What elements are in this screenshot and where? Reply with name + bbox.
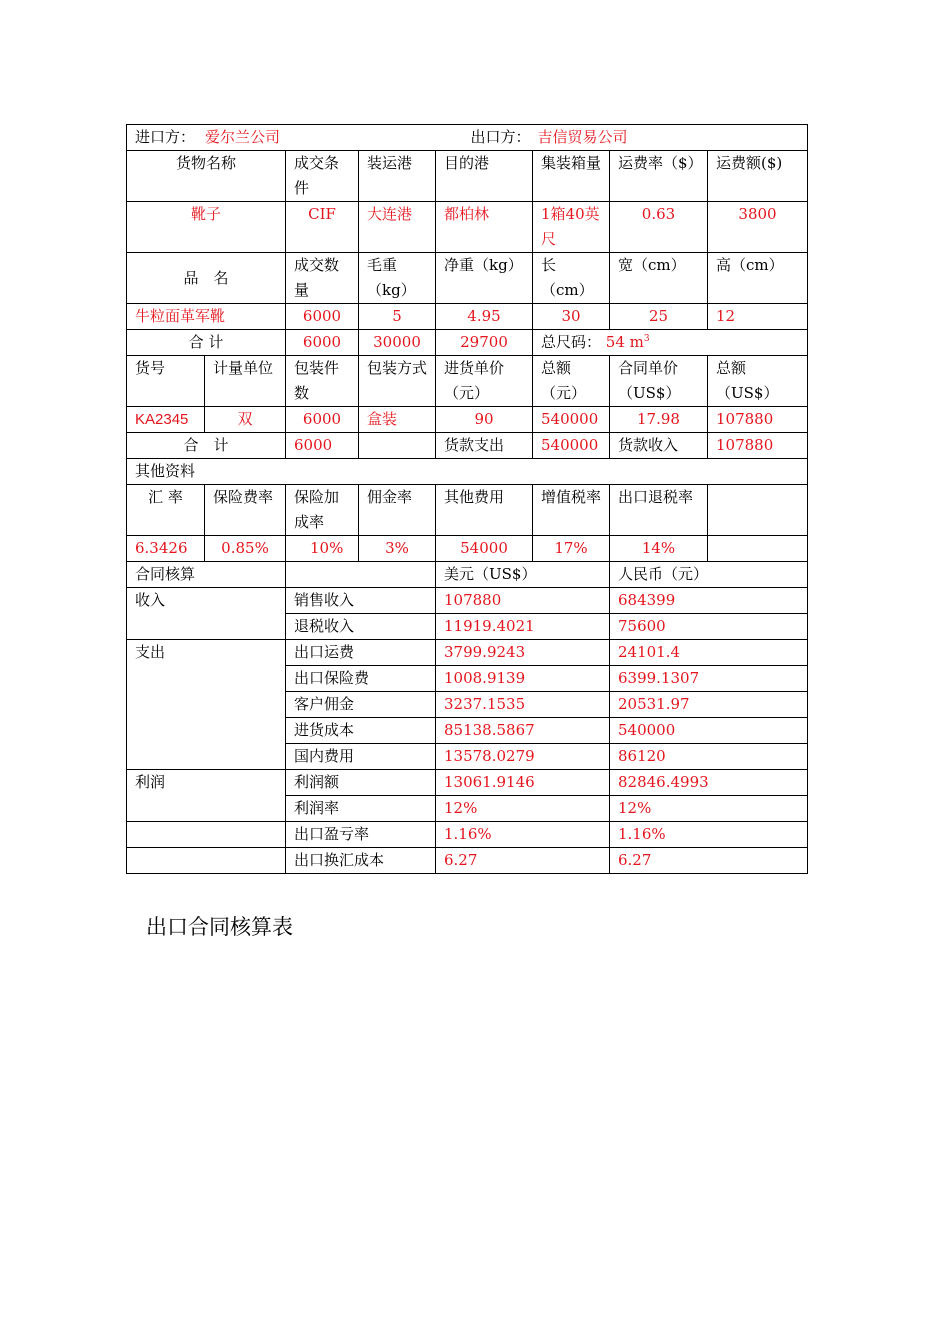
accounting-row (127, 640, 808, 666)
accounting-usd: 1.16% (436, 822, 610, 848)
product-header-cell: 净重（kg） (436, 253, 533, 304)
shipping-value-cell: 都柏林 (436, 202, 533, 253)
rates-value-cell: 54000 (436, 536, 533, 562)
accounting-group-label: 收入 (127, 588, 286, 640)
rates-header-row (127, 485, 808, 536)
shipping-header-cell: 目的港 (436, 151, 533, 202)
accounting-rmb: 82846.4993 (610, 770, 808, 796)
shipping-header-row (127, 151, 808, 202)
accounting-rmb: 6.27 (610, 848, 808, 874)
shipping-value-cell: CIF (286, 202, 359, 253)
product-header-row (127, 253, 808, 304)
rates-value-cell: 10% (286, 536, 359, 562)
shipping-header-cell: 成交条件 (286, 151, 359, 202)
goods-header-cell: 包装件数 (286, 356, 359, 407)
accounting-rmb: 20531.97 (610, 692, 808, 718)
goods-total-qty: 6000 (286, 433, 359, 459)
accounting-item: 销售收入 (286, 588, 436, 614)
goods-value-row (127, 407, 808, 433)
accounting-row (127, 848, 808, 874)
goods-value-cell: 6000 (286, 407, 359, 433)
product-value-cell: 6000 (286, 304, 359, 330)
product-total-row (127, 330, 808, 356)
rates-header-cell: 佣金率 (359, 485, 436, 536)
goods-value-cell: 双 (205, 407, 286, 433)
accounting-rmb: 1.16% (610, 822, 808, 848)
accounting-usd: 107880 (436, 588, 610, 614)
accounting-usd: 12% (436, 796, 610, 822)
accounting-usd: 1008.9139 (436, 666, 610, 692)
shipping-value-row (127, 202, 808, 253)
goods-header-cell: 合同单价（US$） (610, 356, 708, 407)
goods-header-cell: 总额（元） (533, 356, 610, 407)
exporter-name: 吉信贸易公司 (537, 128, 628, 146)
product-header-cell: 成交数量 (286, 253, 359, 304)
goods-expense-value: 540000 (533, 433, 610, 459)
goods-value-cell: 540000 (533, 407, 610, 433)
product-total-volume (533, 330, 808, 356)
goods-value-cell: KA2345 (127, 407, 205, 433)
accounting-rmb: 12% (610, 796, 808, 822)
shipping-value-cell: 靴子 (127, 202, 286, 253)
other-info-label: 其他资料 (127, 459, 808, 485)
rates-header-cell: 保险加成率 (286, 485, 359, 536)
goods-expense-label: 货款支出 (436, 433, 533, 459)
goods-header-row (127, 356, 808, 407)
shipping-value-cell: 大连港 (359, 202, 436, 253)
importer-name: 爱尔兰公司 (205, 128, 281, 146)
accounting-usd: 13578.0279 (436, 744, 610, 770)
accounting-rmb: 86120 (610, 744, 808, 770)
rates-header-cell: 其他费用 (436, 485, 533, 536)
goods-value-cell: 17.98 (610, 407, 708, 433)
accounting-rmb: 540000 (610, 718, 808, 744)
goods-header-cell: 计量单位 (205, 356, 286, 407)
rates-value-cell: 3% (359, 536, 436, 562)
accounting-item: 利润率 (286, 796, 436, 822)
shipping-header-cell: 货物名称 (127, 151, 286, 202)
shipping-value-cell: 3800 (708, 202, 808, 253)
goods-total-label: 合 计 (127, 433, 286, 459)
document-title: 出口合同核算表 (146, 915, 293, 939)
product-total-net: 29700 (436, 330, 533, 356)
accounting-rmb: 75600 (610, 614, 808, 640)
product-total-label: 合 计 (127, 330, 286, 356)
accounting-item: 利润额 (286, 770, 436, 796)
goods-header-cell: 货号 (127, 356, 205, 407)
usd-column-header: 美元（US$） (436, 562, 610, 588)
other-info-row (127, 459, 808, 485)
product-header-cell: 毛重（kg） (359, 253, 436, 304)
rates-value-cell: 14% (610, 536, 708, 562)
product-total-qty: 6000 (286, 330, 359, 356)
rates-header-cell: 出口退税率 (610, 485, 708, 536)
accounting-rmb: 24101.4 (610, 640, 808, 666)
accounting-item: 出口保险费 (286, 666, 436, 692)
product-header-cell: 品 名 (127, 253, 286, 304)
product-header-cell: 长（cm） (533, 253, 610, 304)
accounting-row (127, 822, 808, 848)
goods-value-cell: 90 (436, 407, 533, 433)
volume-unit-superscript: 3 (643, 334, 650, 344)
goods-value-cell: 107880 (708, 407, 808, 433)
volume-label: 总尺码： (541, 333, 602, 351)
rates-value-cell: 6.3426 (127, 536, 205, 562)
rates-header-cell: 增值税率 (533, 485, 610, 536)
goods-value-cell: 盒装 (359, 407, 436, 433)
accounting-usd: 85138.5867 (436, 718, 610, 744)
volume-value: 54 m (605, 333, 644, 351)
goods-header-cell: 包装方式 (359, 356, 436, 407)
accounting-usd: 3799.9243 (436, 640, 610, 666)
rates-header-cell: 保险费率 (205, 485, 286, 536)
accounting-item: 退税收入 (286, 614, 436, 640)
product-header-cell: 宽（cm） (610, 253, 708, 304)
product-value-row (127, 304, 808, 330)
rates-value-cell: 0.85% (205, 536, 286, 562)
shipping-value-cell: 0.63 (610, 202, 708, 253)
goods-total-row (127, 433, 808, 459)
accounting-group-label: 利润 (127, 770, 286, 822)
parties-row (127, 125, 808, 151)
accounting-usd: 11919.4021 (436, 614, 610, 640)
goods-income-value: 107880 (708, 433, 808, 459)
accounting-row (127, 588, 808, 614)
contract-accounting-table (126, 124, 808, 874)
accounting-item: 出口盈亏率 (286, 822, 436, 848)
rates-value-row (127, 536, 808, 562)
accounting-group-label: 支出 (127, 640, 286, 770)
product-header-cell: 高（cm） (708, 253, 808, 304)
product-value-cell: 4.95 (436, 304, 533, 330)
shipping-value-cell: 1箱40英尺 (533, 202, 610, 253)
shipping-header-cell: 集装箱量 (533, 151, 610, 202)
exporter-label: 出口方： (470, 128, 531, 146)
accounting-usd: 13061.9146 (436, 770, 610, 796)
product-value-cell: 30 (533, 304, 610, 330)
accounting-rmb: 6399.1307 (610, 666, 808, 692)
accounting-title: 合同核算 (127, 562, 286, 588)
goods-header-cell: 进货单价（元） (436, 356, 533, 407)
rmb-column-header: 人民币（元） (610, 562, 808, 588)
rates-header-cell: 汇 率 (127, 485, 205, 536)
product-value-cell: 牛粒面革军靴 (127, 304, 286, 330)
product-value-cell: 25 (610, 304, 708, 330)
accounting-usd: 3237.1535 (436, 692, 610, 718)
product-total-gross: 30000 (359, 330, 436, 356)
shipping-header-cell: 运费率（$） (610, 151, 708, 202)
product-value-cell: 12 (708, 304, 808, 330)
accounting-header-row (127, 562, 808, 588)
accounting-item: 国内费用 (286, 744, 436, 770)
importer-label: 进口方： (135, 128, 196, 146)
accounting-row (127, 770, 808, 796)
goods-income-label: 货款收入 (610, 433, 708, 459)
shipping-header-cell: 装运港 (359, 151, 436, 202)
accounting-item: 出口运费 (286, 640, 436, 666)
shipping-header-cell: 运费额($) (708, 151, 808, 202)
accounting-rmb: 684399 (610, 588, 808, 614)
accounting-item: 客户佣金 (286, 692, 436, 718)
accounting-item: 出口换汇成本 (286, 848, 436, 874)
rates-value-cell: 17% (533, 536, 610, 562)
accounting-usd: 6.27 (436, 848, 610, 874)
product-value-cell: 5 (359, 304, 436, 330)
goods-header-cell: 总额（US$） (708, 356, 808, 407)
accounting-item: 进货成本 (286, 718, 436, 744)
